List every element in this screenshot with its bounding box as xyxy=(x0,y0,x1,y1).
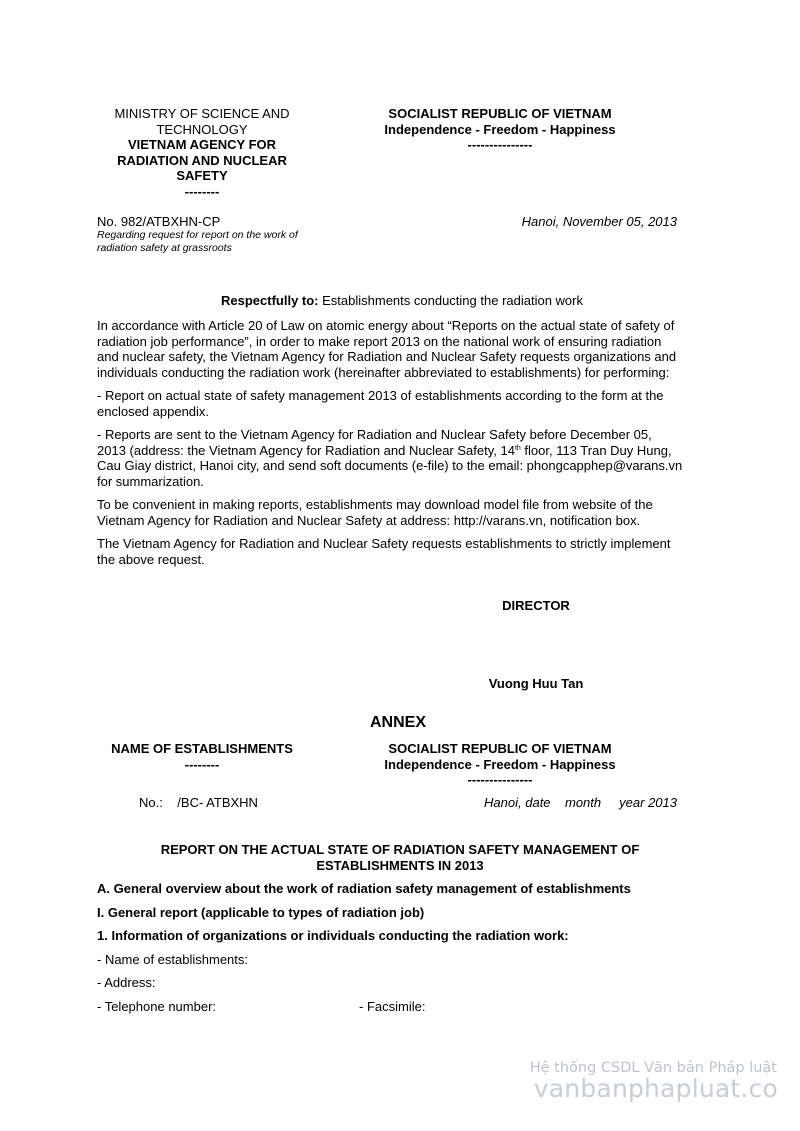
address-text-a: 2013 (address: the Vietnam Agency for Radiation and Nuclear Safety, 14 xyxy=(97,442,515,458)
watermark-caption: Hệ thống CSDL Văn bản Pháp luật xyxy=(529,1060,777,1076)
agency-name-line1: VIETNAM AGENCY FOR xyxy=(127,137,277,152)
paragraph-line: In accordance with Article 20 of Law on atomic energy about “Reports on the actual state of safety of xyxy=(97,318,675,333)
national-motto: Independence - Freedom - Happiness xyxy=(384,121,616,137)
watermark-site: vanbanphapluat.co xyxy=(533,1074,778,1103)
report-title-line1: REPORT ON THE ACTUAL STATE OF RADIATION SAFETY MANAGEMENT OF xyxy=(160,842,640,857)
paragraph-line-with-superscript xyxy=(97,443,707,459)
body-paragraph-2 xyxy=(97,388,707,419)
republic-name: SOCIALIST REPUBLIC OF VIETNAM xyxy=(388,106,612,121)
section-1-heading: 1. Information of organizations or individuals conducting the radiation work: xyxy=(97,928,569,943)
body-paragraph-1 xyxy=(97,318,707,380)
body-paragraph-3 xyxy=(97,427,707,489)
agency-name-line3: SAFETY xyxy=(176,168,228,183)
paragraph-line: individuals conducting the radiation work (hereinafter abbreviated to establishments) for performing: xyxy=(97,364,670,380)
body-paragraph-4 xyxy=(97,497,707,528)
paragraph-line: - Reports are sent to the Vietnam Agency for Radiation and Nuclear Safety before December 05, xyxy=(97,427,652,442)
paragraph-line: Vietnam Agency for Radiation and Nuclear Safety at address: http://varans.vn, notification box. xyxy=(97,512,641,528)
place-date: Hanoi, November 05, 2013 xyxy=(521,214,677,229)
header-right-divider: --------------- xyxy=(467,137,533,152)
address-text-b: floor, 113 Tran Duy Hung, xyxy=(520,442,672,458)
annex-national-motto: Independence - Freedom - Happiness xyxy=(384,756,616,772)
paragraph-line: The Vietnam Agency for Radiation and Nuclear Safety requests establishments to strictly implement xyxy=(97,536,671,551)
body-paragraph-5 xyxy=(97,536,707,567)
annex-title: ANNEX xyxy=(369,714,426,731)
report-title-line2: ESTABLISHMENTS IN 2013 xyxy=(316,857,484,873)
annex-place-date: Hanoi, date month year 2013 xyxy=(484,795,677,810)
ministry-header xyxy=(100,106,304,199)
paragraph-line: Cau Giay district, Hanoi city, and send soft documents (e-file) to the email: phongcapphep@varans.vn xyxy=(97,458,683,473)
document-number: No. 982/ATBXHN-CP xyxy=(97,214,221,229)
paragraph-line: - Report on actual state of safety management 2013 of establishments according to the form at the xyxy=(97,388,664,403)
ministry-name-line1: MINISTRY OF SCIENCE AND xyxy=(114,106,290,121)
annex-left-divider: -------- xyxy=(184,756,220,772)
section-i-heading: I. General report (applicable to types of radiation job) xyxy=(97,905,425,920)
annex-right-divider: --------------- xyxy=(467,772,533,787)
field-establishment-name: - Name of establishments: xyxy=(97,952,249,967)
report-title xyxy=(97,842,703,873)
annex-republic-header xyxy=(350,741,650,788)
addressee-text: Establishments conducting the radiation work xyxy=(318,293,583,308)
ordinal-superscript: th xyxy=(514,444,521,452)
subject-line1: Regarding request for report on the work of xyxy=(97,229,298,241)
addressee xyxy=(97,293,707,309)
paragraph-line: radiation job performance”, in order to make report 2013 on the national work of ensuring radiation xyxy=(97,333,662,349)
subject-line2: radiation safety at grassroots xyxy=(97,242,232,254)
annex-republic-name: SOCIALIST REPUBLIC OF VIETNAM xyxy=(388,741,612,756)
annex-report-number: No.: /BC- ATBXHN xyxy=(139,795,258,810)
header-left-divider: -------- xyxy=(184,183,220,199)
annex-establishment-header xyxy=(100,741,304,772)
establishment-name-label: NAME OF ESTABLISHMENTS xyxy=(111,741,293,756)
signatory-name: Vuong Huu Tan xyxy=(488,676,584,691)
paragraph-line: and nuclear safety, the Vietnam Agency for Radiation and Nuclear Safety requests organizations and xyxy=(97,349,677,364)
ministry-name-line2: TECHNOLOGY xyxy=(156,121,248,137)
paragraph-line: for summarization. xyxy=(97,473,204,489)
paragraph-line: the above request. xyxy=(97,551,205,567)
paragraph-line: enclosed appendix. xyxy=(97,403,210,419)
section-a-heading: A. General overview about the work of radiation safety management of establishments xyxy=(97,881,631,896)
document-subject xyxy=(97,229,298,255)
field-address: - Address: xyxy=(97,975,156,990)
field-telephone: - Telephone number: xyxy=(97,999,217,1014)
republic-header xyxy=(350,106,650,153)
paragraph-line: To be convenient in making reports, establishments may download model file from website of the xyxy=(97,497,653,512)
addressee-label: Respectfully to: xyxy=(221,293,319,308)
signatory-title: DIRECTOR xyxy=(502,598,570,613)
agency-name-line2: RADIATION AND NUCLEAR xyxy=(117,152,287,168)
field-facsimile: - Facsimile: xyxy=(359,999,426,1014)
